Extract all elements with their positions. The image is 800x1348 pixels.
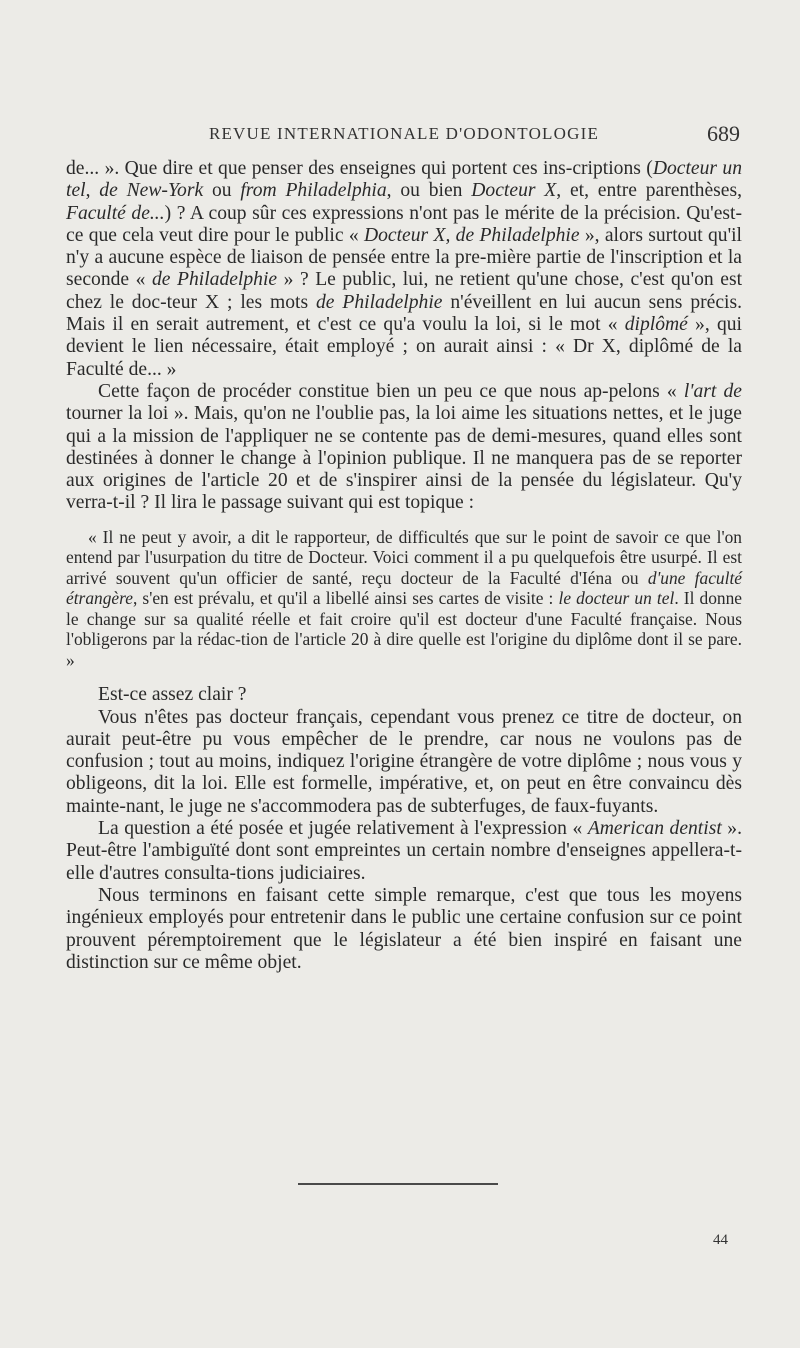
text-run: . Il donne le change sur sa qualité réelle et fait croire qu'il est docteur d'une Faculté française. Nous l'obligerons par la rédac-tion de l'article 20 à dire quelle est l'origine du diplôme dont il se pare. » [66, 588, 743, 670]
text-run: ou [203, 180, 241, 202]
text-run: » ? Le public, lui, ne retient qu'une chose, c'est qu'on est chez le doc-teur X ; les mots [66, 269, 743, 313]
text-run: Est-ce assez clair ? [98, 684, 247, 706]
paragraph [66, 885, 742, 974]
end-rule [298, 1183, 498, 1185]
text-run: tourner la loi ». Mais, qu'on ne l'oublie pas, la loi aime les situations nettes, et le juge qui a la mission de l'appliquer ne se contente pas de demi-mesures, quand elles sont destinées à donner le change à l'opinion publique. Il ne manquera pas de se reporter aux origines de l'article 20 et de s'inspirer ainsi de la pensée du législateur. Qu'y verra-t-il ? Il lira le passage suivant qui est topique : [66, 403, 742, 514]
text-run: Vous n'êtes pas docteur français, cependant vous prenez ce titre de docteur, on aurait peut-être pu vous empêcher de le prendre, car nous ne voulons pas de confusion ; tout au moins, indiquez l'origine étrangère de votre diplôme ; nous vous y obligeons, dit la loi. Elle est formelle, impérative, et, on peut en être convaincu dès mainte-nant, le juge ne s'accommodera pas de subterfuges, de faux-fuyants. [66, 706, 742, 817]
text-run: , et, entre parenthèses, [556, 180, 743, 202]
page-number: 689 [707, 121, 740, 146]
paragraph [66, 818, 742, 885]
text-run: , ou bien [386, 180, 472, 202]
italic-run: Docteur un tel [66, 158, 742, 202]
paragraph [66, 707, 742, 818]
italic-run: Docteur X [471, 180, 557, 202]
text-run: Nous terminons en faisant cette simple remarque, c'est que tous les moyens ingénieux employés pour entretenir dans le public une certaine confusion sur ce point prouvent péremptoirement que le législateur a été bien inspiré en faisant une distinction sur ce même objet. [66, 884, 742, 973]
text-run: », alors surtout qu'il n'y a aucune espèce de liaison de pensée entre la pre-mière partie de l'inscription et la seconde « [66, 224, 742, 291]
paragraph [66, 381, 742, 515]
journal-title: REVUE INTERNATIONALE D'ODONTOLOGIE [208, 124, 600, 143]
text-run: La question a été posée et jugée relativement à l'expression « [98, 818, 588, 840]
article-body [66, 158, 742, 974]
italic-run: diplômé [624, 314, 688, 336]
italic-run: d'une faculté étrangère [66, 567, 742, 609]
text-run: , [85, 180, 100, 202]
text-run: Cette façon de procéder constitue bien un peu ce que nous ap-pelons « [98, 380, 684, 402]
text-run: ) ? A coup sûr ces expressions n'ont pas le mérite de la précision. Qu'est-ce que cela veut dire pour le public « [66, 202, 742, 246]
paragraph [66, 158, 742, 381]
text-run: , s'en est prévalu, et qu'il a libellé ainsi ses cartes de visite : [132, 588, 559, 609]
running-header [68, 121, 740, 154]
text-run: », qui devient le lien nécessaire, était employé ; on aurait ainsi : « Dr X, diplômé de la Faculté de... » [66, 314, 742, 380]
italic-run: Docteur X, de Philadelphie [363, 224, 580, 246]
signature-mark: 44 [713, 1232, 728, 1248]
block-quote [66, 527, 742, 671]
italic-run: de Philadelphie [315, 291, 443, 313]
italic-run: de Philadelphie [151, 269, 278, 291]
text-run: n'éveillent en lui aucun sens précis. Mais il en serait autrement, et c'est ce qu'a voulu la loi, si le mot « [66, 291, 742, 336]
italic-run: le docteur un tel [558, 588, 675, 609]
italic-run: American dentist [587, 818, 722, 840]
italic-run: from Philadelphia [240, 180, 387, 202]
text-run: de... ». Que dire et que penser des enseignes qui portent ces ins-criptions ( [66, 158, 653, 179]
italic-run: Faculté de... [66, 202, 165, 224]
italic-run: l'art de [683, 380, 742, 402]
paragraph [66, 684, 742, 706]
text-run: « Il ne peut y avoir, a dit le rapporteur, de difficultés que sur le point de savoir ce que l'on entend par l'usurpation du titre de Docteur. Voici comment il a pu quelquefois être usurpé. Il est arrivé souvent qu'un officier de santé, reçu docteur de la Faculté d'Iéna ou [66, 526, 742, 588]
text-run: ». Peut-être l'ambiguïté dont sont empreintes un certain nombre d'enseignes appellera-t-elle d'autres consulta-tions judiciaires. [66, 818, 742, 884]
italic-run: de New-York [99, 180, 204, 202]
